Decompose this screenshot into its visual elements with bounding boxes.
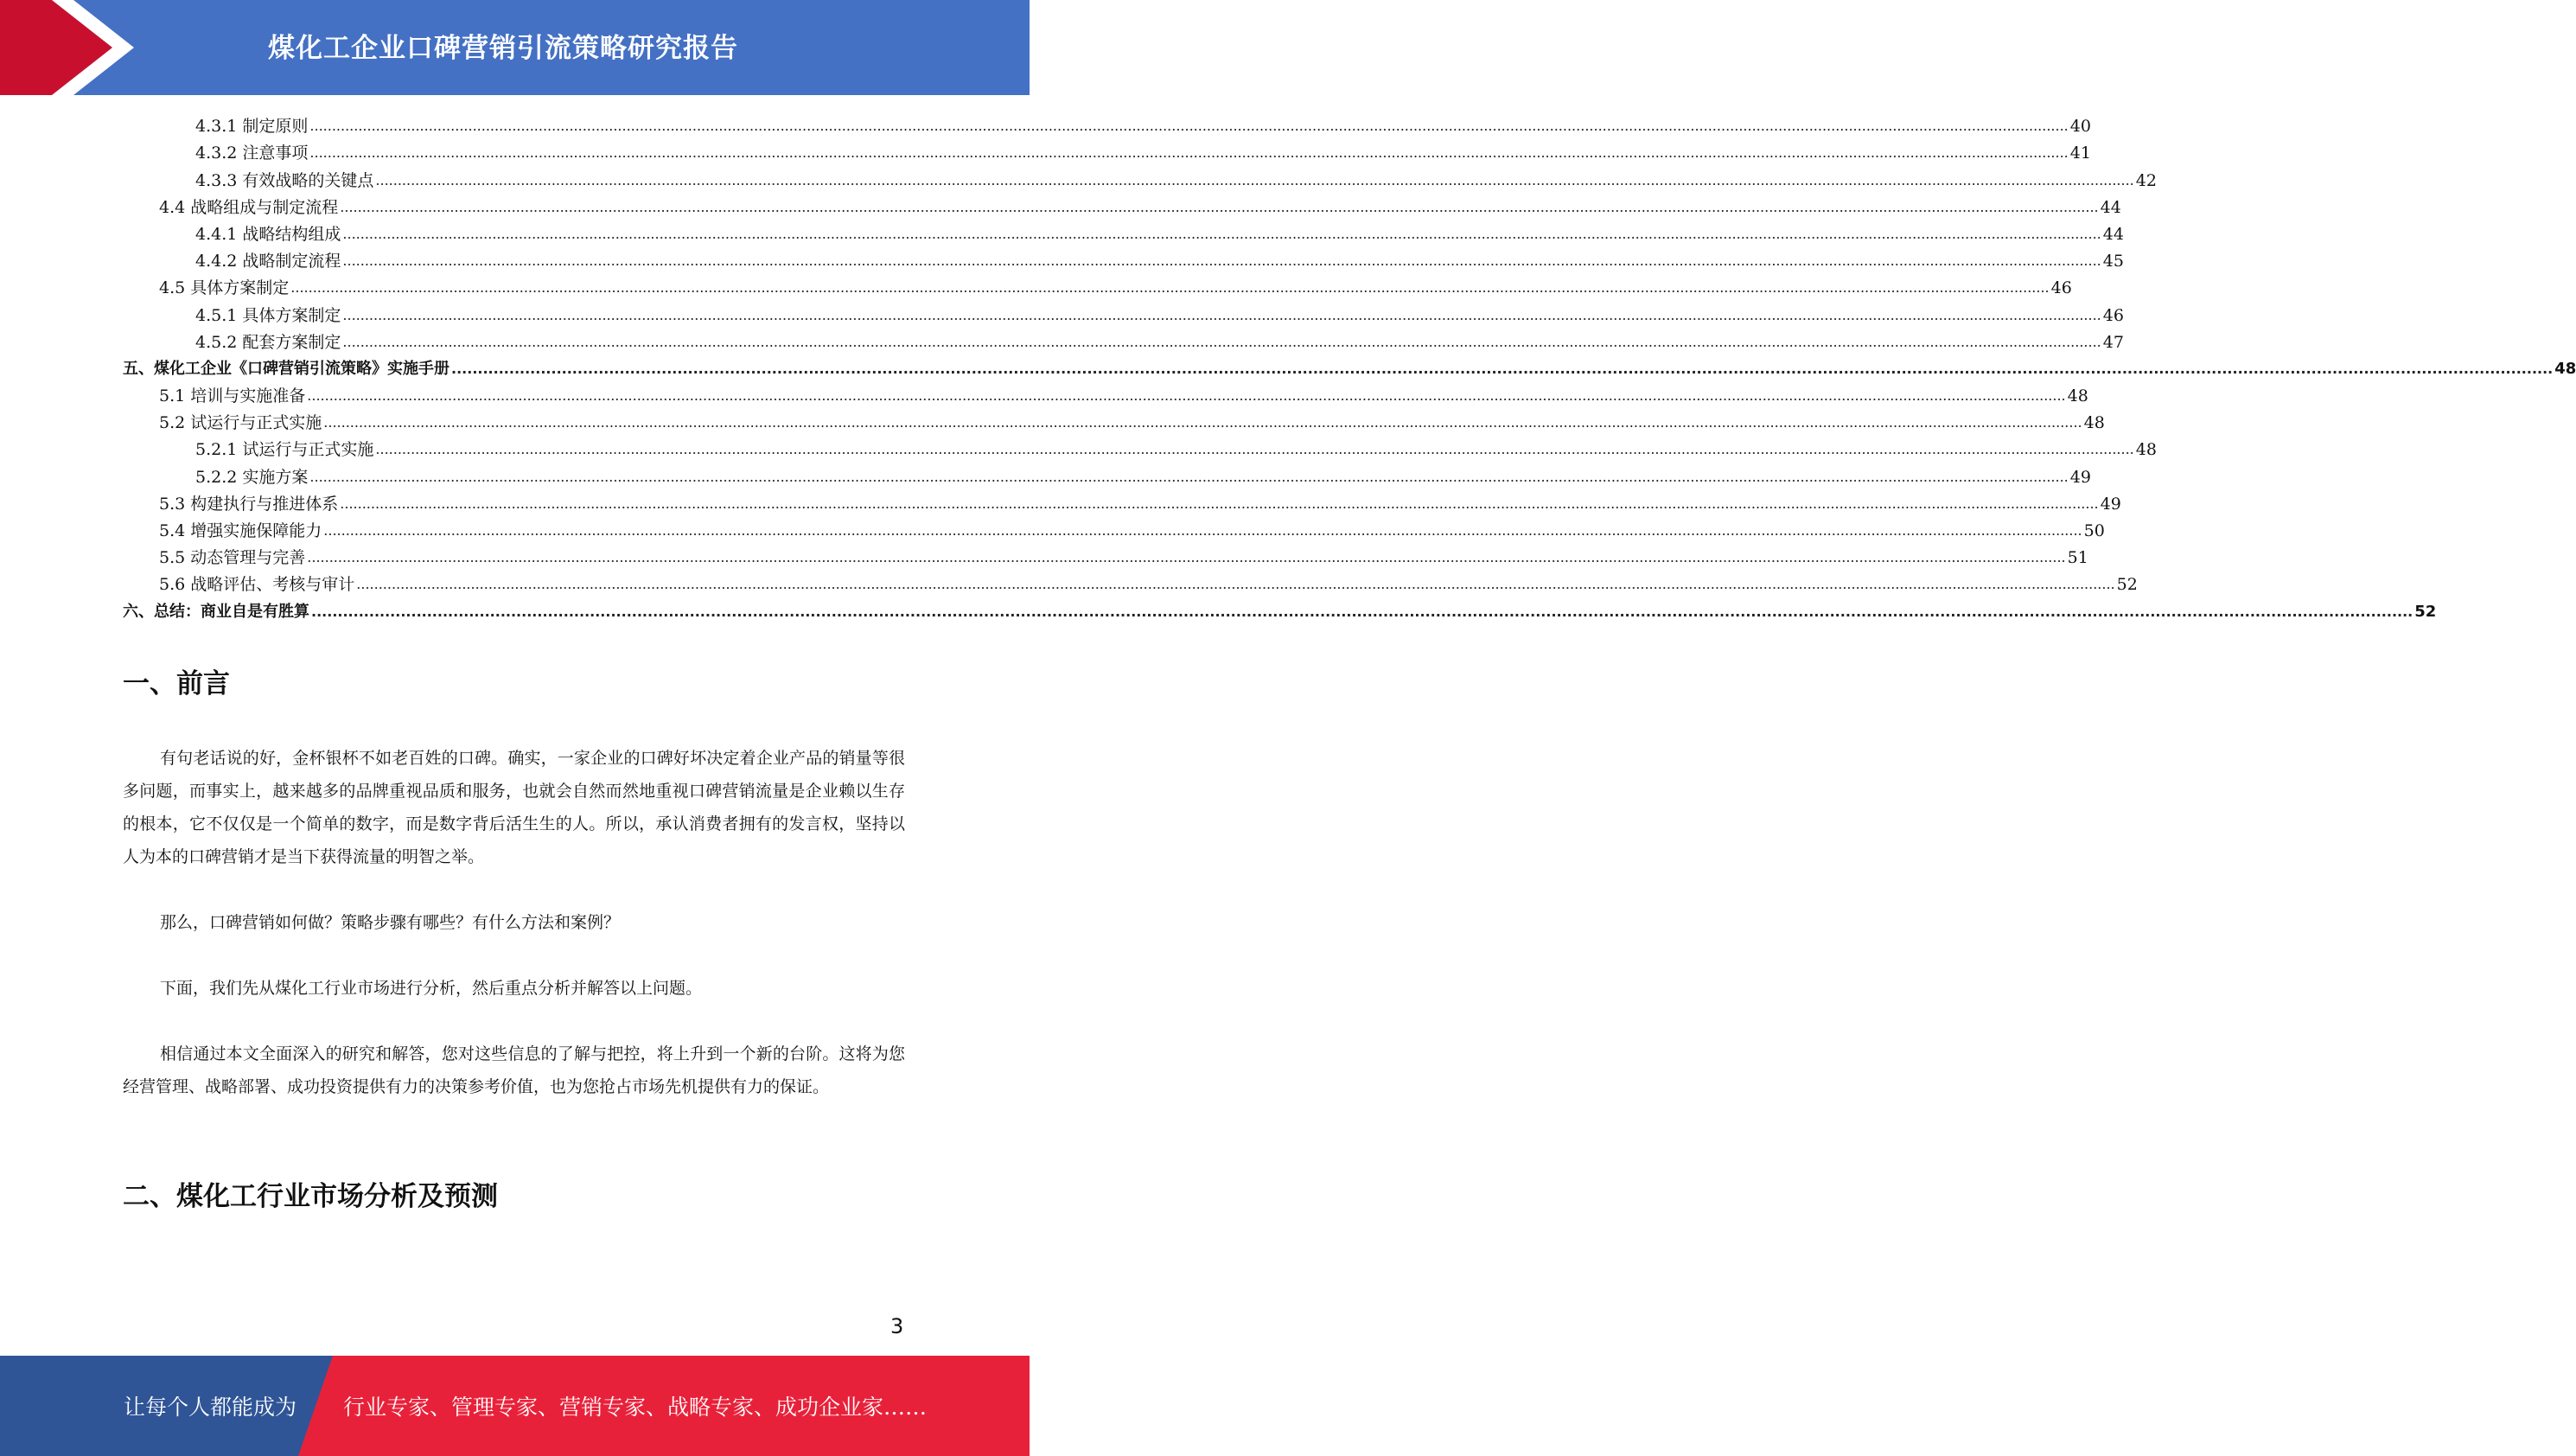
toc-leader-dots: ................................................................................................................................................................................................................................................................................................................................................................................................................ (340, 198, 2099, 215)
toc-entry[interactable] (123, 489, 2121, 515)
toc-leader-dots: ................................................................................................................................................................................................................................................................................................................................................................................................................ (309, 468, 2069, 485)
toc-entry[interactable] (123, 246, 2124, 272)
toc-entry-page: 46 (2050, 278, 2072, 298)
toc-entry[interactable] (123, 380, 2088, 407)
toc-entry-label: 5.6 战略评估、考核与审计 (159, 575, 355, 595)
toc-leader-dots: ................................................................................................................................................................................................................................................................................................................................................................................................................ (375, 171, 2134, 188)
toc-leader-dots: ................................................................................................................................................................................................................................................................................................................................................................................................................ (307, 387, 2066, 405)
toc-entry-label: 4.3.3 有效战略的关键点 (195, 170, 374, 190)
toc-entry[interactable] (123, 354, 2576, 380)
toc-entry-page: 48 (2083, 413, 2105, 433)
toc-entry-page: 46 (2102, 305, 2124, 325)
toc-entry[interactable] (123, 272, 2072, 299)
toc-leader-dots: ................................................................................................................................................................................................................................................................................................................................................................................................................ (451, 360, 2554, 377)
toc-entry[interactable] (123, 299, 2124, 326)
toc-entry-label: 5.4 增强实施保障能力 (159, 521, 322, 540)
toc-entry-page: 41 (2069, 144, 2091, 163)
toc-entry-label: 五、煤化工企业《口碑营销引流策略》实施手册 (123, 359, 450, 378)
toc-leader-dots: ................................................................................................................................................................................................................................................................................................................................................................................................................ (290, 279, 2050, 297)
toc-leader-dots: ................................................................................................................................................................................................................................................................................................................................................................................................................ (342, 252, 2101, 270)
section-heading-market-analysis: 二、煤化工行业市场分析及预测 (123, 1181, 498, 1212)
toc-entry-page: 49 (2069, 467, 2091, 487)
toc-entry[interactable] (123, 569, 2138, 596)
toc-entry-label: 4.4.2 战略制定流程 (195, 252, 341, 271)
page-footer (0, 1356, 1030, 1456)
toc-entry-page: 40 (2069, 117, 2091, 137)
page-number: 3 (890, 1314, 904, 1338)
toc-entry[interactable] (123, 192, 2121, 219)
toc-leader-dots: ................................................................................................................................................................................................................................................................................................................................................................................................................ (342, 333, 2101, 350)
section-heading-preface: 一、前言 (123, 668, 230, 699)
toc-entry[interactable] (123, 327, 2124, 354)
toc-leader-dots: ................................................................................................................................................................................................................................................................................................................................................................................................................ (307, 549, 2066, 566)
toc-entry-label: 4.5.2 配套方案制定 (195, 332, 341, 352)
page-header (0, 0, 1030, 95)
toc-entry-page: 50 (2083, 521, 2105, 540)
toc-entry-label: 4.4 战略组成与制定流程 (159, 197, 339, 217)
toc-entry-label: 4.3.1 制定原则 (195, 117, 309, 137)
toc-entry-page: 52 (2116, 575, 2138, 595)
toc-leader-dots: ................................................................................................................................................................................................................................................................................................................................................................................................................ (309, 118, 2069, 135)
toc-entry-label: 5.5 动态管理与完善 (159, 548, 306, 568)
toc-leader-dots: ................................................................................................................................................................................................................................................................................................................................................................................................................ (309, 144, 2069, 162)
toc-entry-page: 52 (2414, 602, 2437, 621)
report-title: 煤化工企业口碑营销引流策略研究报告 (268, 33, 738, 64)
toc-entry-page: 44 (2102, 224, 2124, 244)
toc-entry-label: 4.5 具体方案制定 (159, 278, 290, 298)
footer-slogan-left: 让每个人都能成为 (124, 1395, 297, 1420)
toc-leader-dots: ................................................................................................................................................................................................................................................................................................................................................................................................................ (311, 603, 2413, 620)
toc-leader-dots: ................................................................................................................................................................................................................................................................................................................................................................................................................ (356, 576, 2115, 593)
toc-entry[interactable] (123, 164, 2157, 191)
toc-entry[interactable] (123, 596, 2437, 623)
toc-leader-dots: ................................................................................................................................................................................................................................................................................................................................................................................................................ (340, 495, 2099, 512)
toc-entry-page: 48 (2135, 440, 2157, 460)
toc-entry[interactable] (123, 434, 2157, 461)
toc-entry[interactable] (123, 137, 2091, 164)
toc-entry-page: 44 (2100, 197, 2121, 217)
toc-entry-label: 六、总结：商业自是有胜算 (123, 602, 309, 621)
toc-entry-label: 4.3.2 注意事项 (195, 144, 309, 163)
toc-leader-dots: ................................................................................................................................................................................................................................................................................................................................................................................................................ (342, 225, 2101, 242)
toc-entry-label: 4.4.1 战略结构组成 (195, 224, 341, 244)
toc-entry-page: 48 (2067, 386, 2088, 406)
toc-entry[interactable] (123, 111, 2091, 137)
toc-entry[interactable] (123, 515, 2105, 542)
paragraph: 相信通过本文全面深入的研究和解答，您对这些信息的了解与把控，将上升到一个新的台阶。这将为您经营管理、战略部署、成功投资提供有力的决策参考价值，也为您抢占市场先机提供有力的保证。 (123, 1044, 905, 1096)
toc-entry-label: 5.2.2 实施方案 (195, 467, 309, 487)
toc-entry-label: 5.1 培训与实施准备 (159, 386, 306, 406)
toc-leader-dots: ................................................................................................................................................................................................................................................................................................................................................................................................................ (323, 414, 2082, 431)
toc-entry-page: 51 (2067, 548, 2088, 568)
toc-entry-page: 47 (2102, 332, 2124, 352)
paragraph: 有句老话说的好，金杯银杯不如老百姓的口碑。确实，一家企业的口碑好坏决定着企业产品的销量等很多问题，而事实上，越来越多的品牌重视品质和服务，也就会自然而然地重视口碑营销流量是企业赖以生存的根本，它不仅仅是一个简单的数字，而是数字背后活生生的人。所以，承认消费者拥有的发言权，坚持以人为本的口碑营销才是当下获得流量的明智之举。 (123, 749, 905, 866)
toc-entry[interactable] (123, 461, 2091, 488)
toc-entry-label: 4.5.1 具体方案制定 (195, 305, 341, 325)
toc-leader-dots: ................................................................................................................................................................................................................................................................................................................................................................................................................ (323, 522, 2082, 539)
toc-leader-dots: ................................................................................................................................................................................................................................................................................................................................................................................................................ (375, 441, 2134, 458)
toc-entry-label: 5.2.1 试运行与正式实施 (195, 440, 374, 460)
toc-entry-page: 45 (2102, 252, 2124, 271)
toc-entry-page: 49 (2100, 494, 2121, 514)
toc-entry[interactable] (123, 219, 2124, 246)
footer-slogan-right: 行业专家、管理专家、营销专家、战略专家、成功企业家…… (343, 1395, 928, 1420)
toc-leader-dots: ................................................................................................................................................................................................................................................................................................................................................................................................................ (342, 306, 2101, 323)
toc-entry-label: 5.2 试运行与正式实施 (159, 413, 322, 433)
paragraph: 下面，我们先从煤化工行业市场进行分析，然后重点分析并解答以上问题。 (160, 979, 703, 998)
toc-entry[interactable] (123, 542, 2088, 569)
table-of-contents (123, 111, 2576, 623)
toc-entry[interactable] (123, 407, 2105, 434)
toc-entry-page: 42 (2135, 170, 2157, 190)
toc-entry-label: 5.3 构建执行与推进体系 (159, 494, 339, 514)
toc-entry-page: 48 (2554, 359, 2576, 378)
paragraph: 那么，口碑营销如何做？策略步骤有哪些？有什么方法和案例？ (160, 913, 621, 932)
